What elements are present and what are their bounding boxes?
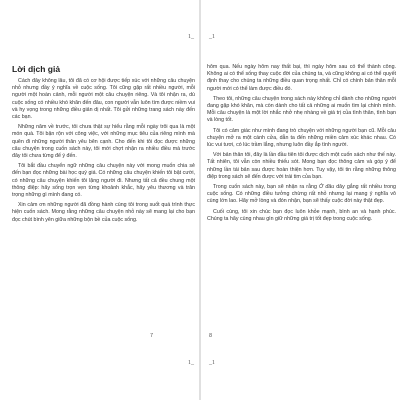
- left-body: [12, 78, 195, 227]
- paragraph: [207, 184, 396, 206]
- page-number: 7: [150, 333, 154, 339]
- right-page: [201, 0, 400, 400]
- italic-phrase: Ở đâu: [318, 184, 335, 191]
- right-body: [207, 64, 396, 226]
- paragraph: Cách đây không lâu, tôi đã có cơ hội được tiếp xúc với những câu chuyện nhỏ nhưng đầy ý nghĩa về cuộc sống. Tôi cũng gặp rất nhiều người, mỗi người một hoàn cảnh, mỗi người một câu chuyện riêng. Và tôi nhận ra, dù cuộc sống có nhiều khó khăn đến đâu, con người vẫn luôn tìm được niềm vui và hy vọng trong những điều giản dị nhất. Tôi gửi những trang sách này đến các bạn.: [12, 78, 195, 121]
- crop-mark-bottom: 1_: [188, 360, 194, 366]
- crop-mark-bottom: _1: [209, 360, 215, 366]
- paragraph: Xin cảm ơn những người đã đồng hành cùng tôi trong suốt quá trình thực hiện cuốn sách. Mong rằng những câu chuyện nhỏ này sẽ mang lại cho bạn đọc chút bình yên giữa những bộn bề của cuộc sống.: [12, 202, 195, 223]
- paragraph-text: dây gắng rất nhiều trong cuộc sống. Có những điều tưởng chừng rất nhỏ nhưng lại mang ý nghĩa vô cùng lớn lao. Hãy mở lòng và đón nhận, bạn sẽ thấy cuộc đời này thật đẹp.: [207, 184, 396, 205]
- paragraph-text: Trong cuốn sách này, bạn sẽ nhận ra rằng: [213, 184, 317, 191]
- page-title: Lời dịch giả: [12, 64, 61, 74]
- paragraph: hôm qua. Nếu ngày hôm nay thất bại, thì ngày hôm sau có thể thành công. Không ai có thể sống thay cuộc đời của chúng ta, và cũng không ai có thể quyết định thay cho chúng ta những điều quan trọng nhất. Chỉ có chính bản thân mỗi người mới có thể làm được điều đó.: [207, 64, 396, 92]
- paragraph: Tôi có cảm giác như mình đang trò chuyện với những người bạn cũ. Mỗi câu chuyện mở ra một cánh cửa, dẫn ta đến những miền cảm xúc khác nhau. Có lúc vui tươi, có lúc trầm lắng, nhưng luôn đầy ắp tình người.: [207, 127, 396, 149]
- paragraph: Theo tôi, những câu chuyện trong sách này không chỉ dành cho những người đang gặp khó khăn, mà còn dành cho tất cả những ai muốn tìm lại chính mình. Mỗi câu chuyện là một lời nhắc nhở nhẹ nhàng về giá trị của tình thân, tình bạn và lòng tốt.: [207, 95, 396, 124]
- paragraph: Với bản thân tôi, đây là lần đầu tiên tôi được dịch một cuốn sách như thế này. Tất nhiên, tôi vẫn còn nhiều thiếu sót. Mong bạn đọc thông cảm và góp ý để những lần tái bản sau được hoàn thiện hơn. Tuy vậy, tôi tin rằng những thông điệp trong sách sẽ đến được với trái tim của bạn.: [207, 152, 396, 180]
- left-page: [0, 0, 199, 400]
- paragraph: Cuối cùng, tôi xin chúc bạn đọc luôn khỏe mạnh, bình an và hạnh phúc. Chúng ta hãy cùng nhau gìn giữ những giá trị tốt đẹp trong cuộc sống.: [207, 208, 396, 222]
- crop-mark-top: _1: [209, 34, 215, 40]
- paragraph: Những năm về trước, tôi chưa thật sự hiểu rằng mỗi ngày trôi qua là một món quà. Tôi bận rộn với công việc, với những mục tiêu của riêng mình mà quên đi những người thân yêu bên cạnh. Cho đến khi tôi đọc được những câu chuyện trong cuốn sách này, tôi mới chợt nhận ra nhiều điều mà trước đây tôi chưa từng để ý đến.: [12, 124, 195, 160]
- crop-mark-top: 1_: [188, 34, 194, 40]
- page-number: 8: [209, 333, 213, 339]
- paragraph: Tôi bắt đầu chuyển ngữ những câu chuyện này với mong muốn chia sẻ đến bạn đọc những bài học quý giá. Có những câu chuyện khiến tôi bật cười, có những câu chuyện khiến tôi lặng người đi. Nhưng tất cả đều chung một thông điệp: hãy sống trọn vẹn từng khoảnh khắc, hãy yêu thương và trân trọng những gì mình đang có.: [12, 163, 195, 199]
